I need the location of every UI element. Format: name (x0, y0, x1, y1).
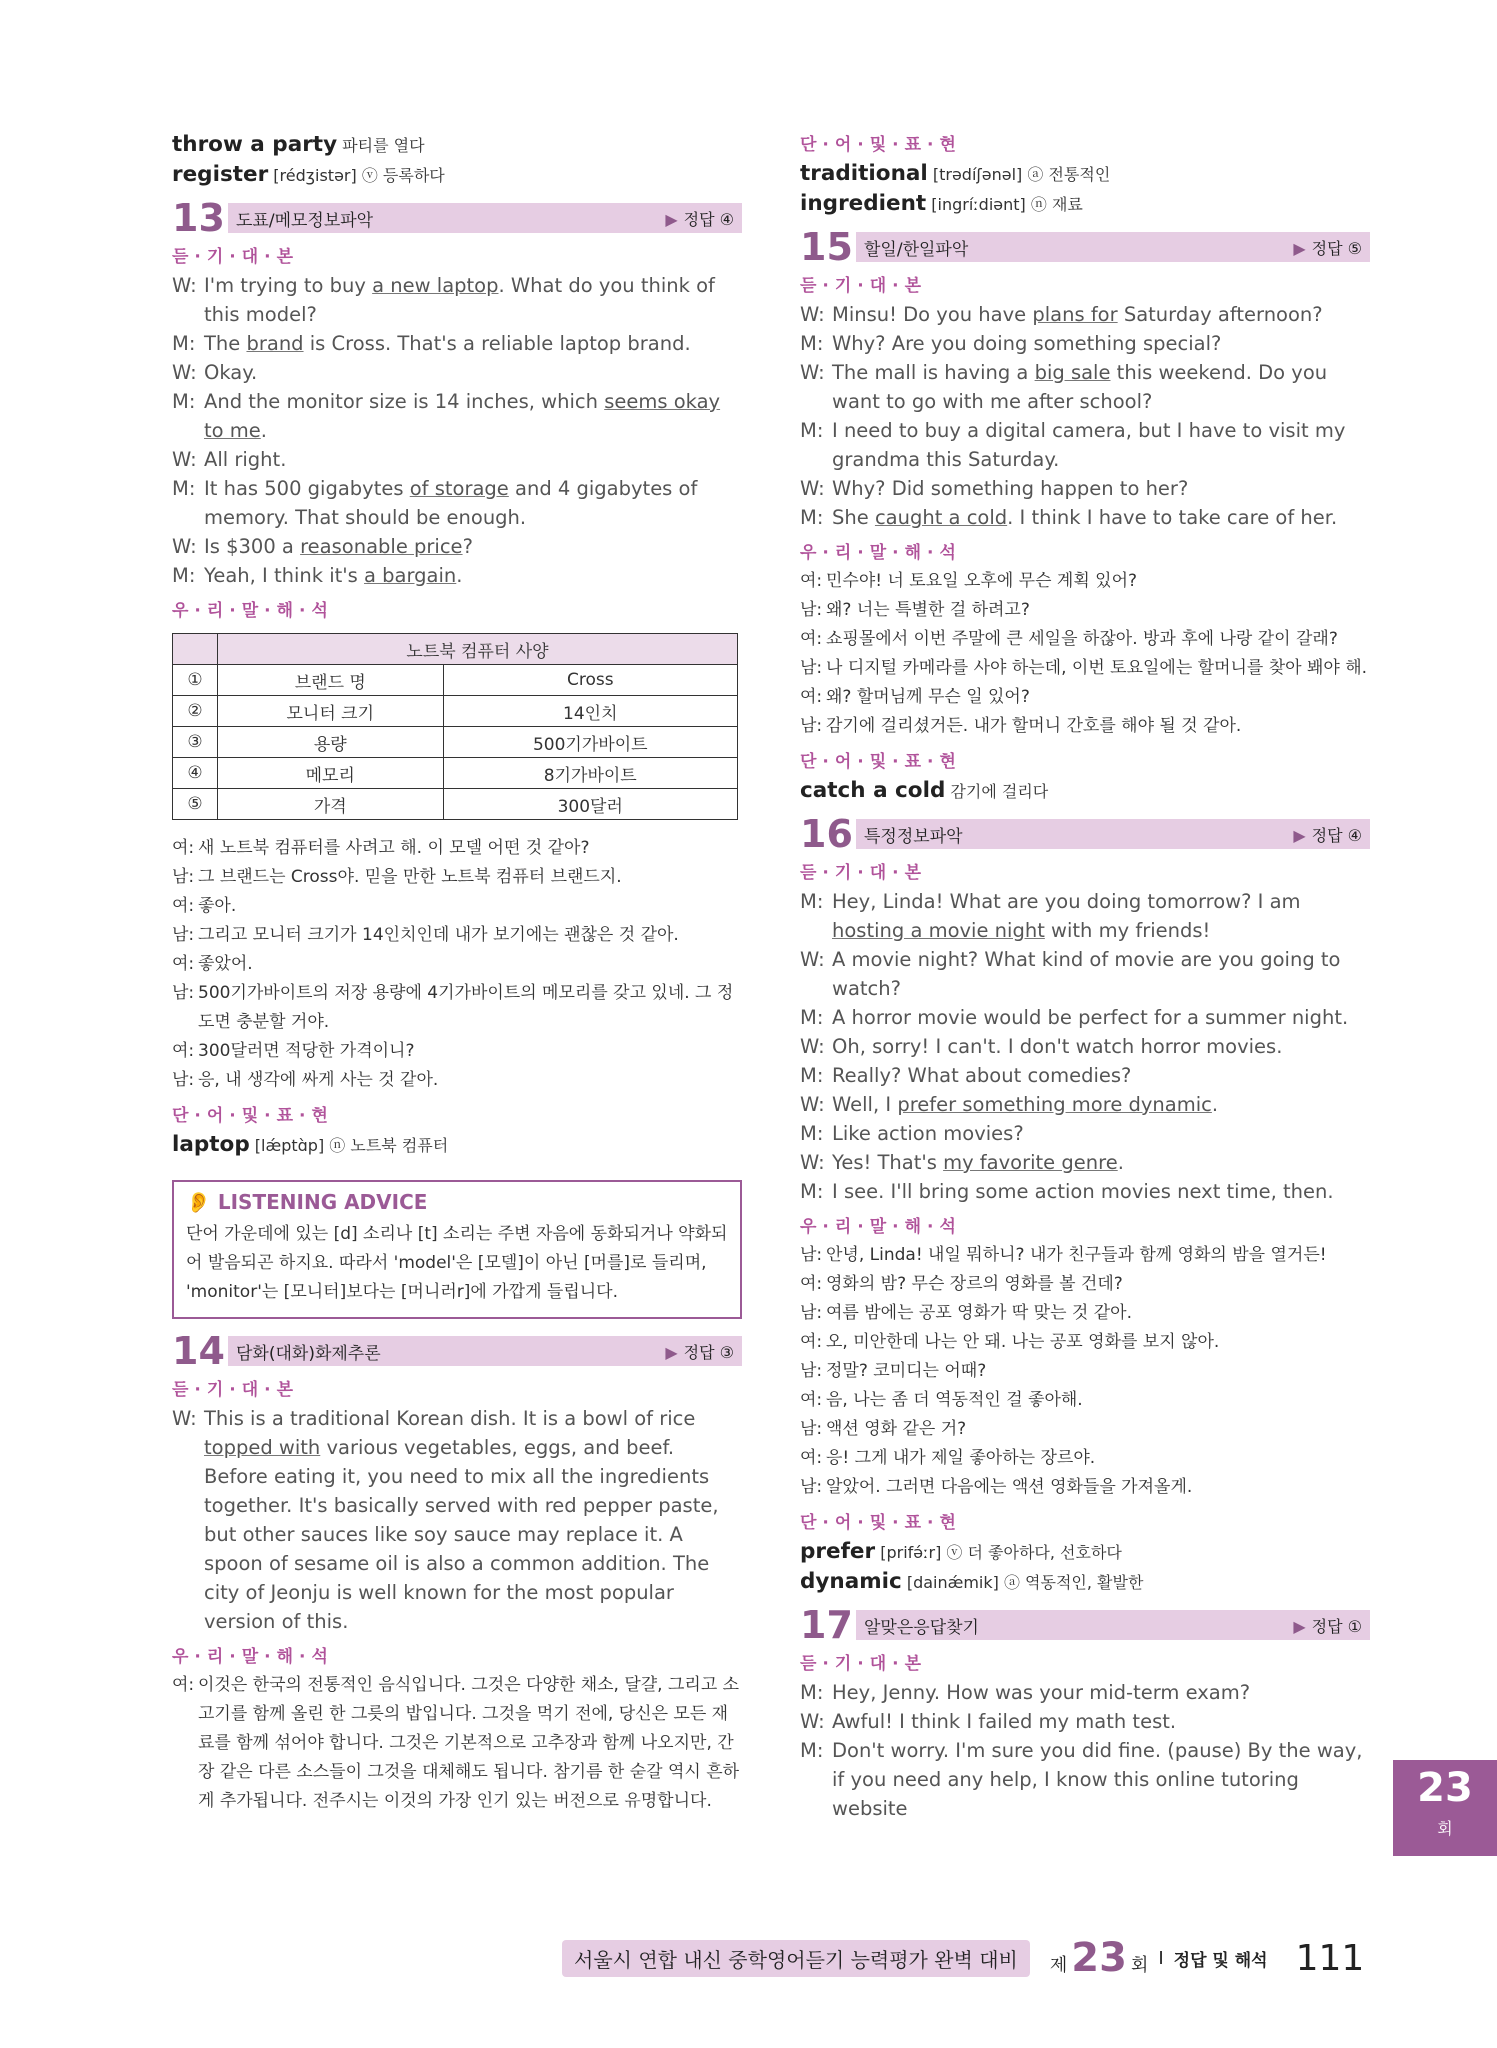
speaker-label: W: (800, 1093, 825, 1116)
right-column (800, 130, 1370, 1823)
dialog-line (172, 271, 742, 329)
section-17-dialog (800, 1678, 1370, 1823)
speaker-label: M: (800, 1006, 824, 1029)
section-13-header: 13 도표/메모정보파악 ▶ 정답 ④ (172, 200, 742, 236)
translation-line: 여: 오, 미안한데 나는 안 돼. 나는 공포 영화를 보지 않아. (800, 1332, 1220, 1352)
dialog-line (800, 416, 1370, 474)
play-triangle-icon: ▶ (665, 1342, 678, 1362)
dialog-text: Awful! I think I failed my math test. (832, 1710, 1177, 1733)
table-row: ① 브랜드 명 Cross (173, 665, 738, 696)
section-17-header: 17 알맞은응답찾기 ▶ 정답 ① (800, 1607, 1370, 1643)
vocab-line: laptop [lǽptɑ̀p] ⓝ 노트북 컴퓨터 (172, 1132, 449, 1157)
section-13-dialog (172, 271, 742, 590)
dialog-line (800, 1032, 1370, 1061)
dialog-line (172, 387, 742, 445)
speaker-label: M: (800, 1064, 824, 1087)
dialog-line (800, 1119, 1370, 1148)
dialog-text: Yeah, I think it's a bargain. (204, 564, 463, 587)
translation-line: 남: 액션 영화 같은 거? (800, 1419, 967, 1439)
vocab-line: ingredient [ingríːdiənt] ⓝ 재료 (800, 191, 1083, 216)
translation-line: 여: 영화의 밤? 무슨 장르의 영화를 볼 건데? (800, 1274, 1123, 1294)
translation-line: 남: 감기에 걸리셨거든. 내가 할머니 간호를 해야 될 것 같아. (800, 716, 1242, 736)
vocab-line: catch a cold 감기에 걸리다 (800, 778, 1049, 803)
speaker-label: M: (172, 477, 196, 500)
vocab-line: throw a party 파티를 열다 (172, 132, 425, 157)
vocab-line: traditional [trədíʃənəl] ⓐ 전통적인 (800, 161, 1111, 186)
table-row: ⑤ 가격 300달러 (173, 789, 738, 820)
speaker-label: M: (800, 419, 824, 442)
dialog-text: She caught a cold. I think I have to take care of her. (832, 506, 1338, 529)
speaker-label: W: (800, 1710, 825, 1733)
play-triangle-icon: ▶ (1293, 238, 1306, 258)
dialog-line (172, 329, 742, 358)
page-footer (562, 1935, 1364, 1981)
dialog-text: Why? Are you doing something special? (832, 332, 1222, 355)
dialog-text: Well, I prefer something more dynamic. (832, 1093, 1219, 1116)
dialog-line (800, 300, 1370, 329)
speaker-label: M: (800, 890, 824, 913)
translation-line: 여: 좋아. (172, 896, 237, 916)
translation-line: 남: 그 브랜드는 Cross야. 믿을 만한 노트북 컴퓨터 브랜드지. (172, 867, 622, 887)
translation-line: 남: 알았어. 그러면 다음에는 액션 영화들을 가져올게. (800, 1477, 1193, 1497)
dialog-text: Don't worry. I'm sure you did fine. (pause) By the way, if you need any help, I know this online tutoring website (832, 1739, 1363, 1820)
round-side-tab: 23 회 (1393, 1760, 1497, 1856)
translation-label: 우·리·말·해·석 (172, 1647, 334, 1667)
dialog-text: It has 500 gigabytes of storage and 4 gigabytes of memory. That should be enough. (204, 477, 698, 529)
dialog-text: A movie night? What kind of movie are you going to watch? (832, 948, 1341, 1000)
speaker-label: W: (800, 1151, 825, 1174)
play-triangle-icon: ▶ (1293, 825, 1306, 845)
vocab-line: dynamic [dainǽmik] ⓐ 역동적인, 활발한 (800, 1569, 1144, 1594)
dialog-line (800, 1707, 1370, 1736)
dialog-text: Hey, Linda! What are you doing tomorrow? I am hosting a movie night with my friends! (832, 890, 1301, 942)
translation-line: 남: 정말? 코미디는 어때? (800, 1361, 987, 1381)
dialog-line (172, 561, 742, 590)
listening-advice-box: 👂 LISTENING ADVICE 단어 가운데에 있는 [d] 소리나 [t] 소리는 주변 자음에 동화되거나 약화되어 발음되곤 하지요. 따라서 'model'은 [모델]이 아닌 [머를]로 들리며, 'monitor'는 [모니터]보다는 [머니러r]에 가깝게 들립니다. (172, 1180, 742, 1319)
section-14-dialog (172, 1404, 742, 1636)
translation-label: 우·리·말·해·석 (800, 1217, 962, 1237)
section-15-header: 15 할일/한일파악 ▶ 정답 ⑤ (800, 229, 1370, 265)
dialog-text: Like action movies? (832, 1122, 1024, 1145)
dialog-line (800, 887, 1370, 945)
section-15-dialog (800, 300, 1370, 532)
translation-line: 남: 왜? 너는 특별한 걸 하려고? (800, 600, 1030, 620)
left-column (172, 130, 742, 1816)
dialog-text: Yes! That's my favorite genre. (832, 1151, 1124, 1174)
speaker-label: W: (800, 361, 825, 384)
section-15-translation (800, 567, 1370, 741)
translation-line: 여: 쇼핑몰에서 이번 주말에 큰 세일을 하잖아. 방과 후에 나랑 같이 갈래? (800, 629, 1338, 649)
page-number: 111 (1295, 1937, 1365, 1979)
section-name: 정답 및 해석 (1173, 1950, 1268, 1971)
dialog-text: I'm trying to buy a new laptop. What do you think of this model? (204, 274, 715, 326)
vocab-label: 단·어·및·표·현 (800, 752, 962, 772)
dialog-line (800, 1177, 1370, 1206)
dialog-line (800, 503, 1370, 532)
translation-line: 남: 여름 밤에는 공포 영화가 딱 맞는 것 같아. (800, 1303, 1132, 1323)
footer-separator: I (1158, 1947, 1164, 1969)
section-14-header: 14 담화(대화)화제추론 ▶ 정답 ③ (172, 1333, 742, 1369)
speaker-label: W: (172, 1407, 197, 1430)
script-label: 듣·기·대·본 (172, 247, 300, 267)
translation-line: 여: 좋았어. (172, 954, 253, 974)
translation-line: 여: 왜? 할머님께 무슨 일 있어? (800, 687, 1030, 707)
vocab-label: 단·어·및·표·현 (800, 1513, 962, 1533)
vocab-line: prefer [prifə́ːr] ⓥ 더 좋아하다, 선호하다 (800, 1539, 1122, 1564)
dialog-text: This is a traditional Korean dish. It is a bowl of rice topped with various vegetables, eggs, and beef. Before eating it, you need to mix all the ingredients together. It's basically served with red pepper paste, but other sauces like soy sauce may replace it. A spoon of sesame oil is also a common addition. The city of Jeonju is well known for the most popular version of this. (204, 1407, 719, 1633)
vocab-label: 단·어·및·표·현 (800, 135, 962, 155)
dialog-text: Why? Did something happen to her? (832, 477, 1189, 500)
dialog-line (800, 329, 1370, 358)
translation-line: 여: 300달러면 적당한 가격이니? (172, 1041, 415, 1061)
speaker-label: M: (172, 390, 196, 413)
dialog-line (800, 945, 1370, 1003)
translation-line: 여: 새 노트북 컴퓨터를 사려고 해. 이 모델 어떤 것 같아? (172, 838, 590, 858)
section-16-dialog (800, 887, 1370, 1206)
translation-line: 남: 나 디지털 카메라를 사야 하는데, 이번 토요일에는 할머니를 찾아 봬야 해. (800, 658, 1368, 678)
speaker-label: W: (172, 535, 197, 558)
laptop-spec-table: 노트북 컴퓨터 사양 ① 브랜드 명 Cross ② 모니터 크기 14인치 ③ 용량 500기가바이트 ④ 메모리 8기가바이트 ⑤ 가격 300달러 (172, 633, 738, 820)
table-row: ② 모니터 크기 14인치 (173, 696, 738, 727)
script-label: 듣·기·대·본 (800, 1654, 928, 1674)
dialog-line (172, 358, 742, 387)
speaker-label: W: (800, 948, 825, 971)
dialog-text: I see. I'll bring some action movies next time, then. (832, 1180, 1334, 1203)
translation-line: 남: 응, 내 생각에 싸게 사는 것 같아. (172, 1070, 439, 1090)
vocab-label: 단·어·및·표·현 (172, 1106, 334, 1126)
translation-line: 남: 그리고 모니터 크기가 14인치인데 내가 보기에는 괜찮은 것 같아. (172, 925, 679, 945)
speaker-label: W: (800, 303, 825, 326)
dialog-text: The mall is having a big sale this weekend. Do you want to go with me after school? (832, 361, 1328, 413)
speaker-label: M: (172, 564, 196, 587)
dialog-text: Is $300 a reasonable price? (204, 535, 473, 558)
speaker-label: M: (800, 1739, 824, 1762)
dialog-line (172, 1404, 742, 1636)
section-16-translation (800, 1241, 1370, 1502)
translation-line: 여: 응! 그게 내가 제일 좋아하는 장르야. (800, 1448, 1096, 1468)
script-label: 듣·기·대·본 (172, 1380, 300, 1400)
dialog-text: Really? What about comedies? (832, 1064, 1132, 1087)
section-14-translation (172, 1671, 742, 1816)
translation-label: 우·리·말·해·석 (172, 601, 334, 621)
dialog-line (800, 474, 1370, 503)
dialog-line (800, 1678, 1370, 1707)
dialog-line (800, 1148, 1370, 1177)
section-13-translation (172, 834, 742, 1095)
table-row: ③ 용량 500기가바이트 (173, 727, 738, 758)
section-16-header: 16 특정정보파악 ▶ 정답 ④ (800, 816, 1370, 852)
dialog-text: A horror movie would be perfect for a summer night. (832, 1006, 1349, 1029)
dialog-line (800, 1736, 1370, 1823)
speaker-label: W: (172, 448, 197, 471)
translation-line: 여: 민수야! 너 토요일 오후에 무슨 계획 있어? (800, 571, 1138, 591)
dialog-text: Oh, sorry! I can't. I don't watch horror movies. (832, 1035, 1283, 1058)
script-label: 듣·기·대·본 (800, 276, 928, 296)
translation-label: 우·리·말·해·석 (800, 543, 962, 563)
speaker-label: M: (800, 1180, 824, 1203)
play-triangle-icon: ▶ (665, 209, 678, 229)
table-row: ④ 메모리 8기가바이트 (173, 758, 738, 789)
dialog-line (172, 474, 742, 532)
dialog-text: Minsu! Do you have plans for Saturday afternoon? (832, 303, 1323, 326)
dialog-text: And the monitor size is 14 inches, which seems okay to me. (204, 390, 721, 442)
speaker-label: W: (172, 361, 197, 384)
translation-line: 남: 안녕, Linda! 내일 뭐하니? 내가 친구들과 함께 영화의 밤을 열거든! (800, 1245, 1327, 1265)
book-title-badge: 서울시 연합 내신 중학영어듣기 능력평가 완벽 대비 (562, 1940, 1030, 1977)
dialog-line (172, 532, 742, 561)
dialog-text: Okay. (204, 361, 258, 384)
dialog-text: Hey, Jenny. How was your mid-term exam? (832, 1681, 1251, 1704)
dialog-text: I need to buy a digital camera, but I have to visit my grandma this Saturday. (832, 419, 1346, 471)
translation-line: 여: 이것은 한국의 전통적인 음식입니다. 그것은 다양한 채소, 달걀, 그리고 소고기를 함께 올린 한 그릇의 밥입니다. 그것을 먹기 전에, 당신은 모든 재료를 함께 섞어야 합니다. 그것은 기본적으로 고추장과 함께 나오지만, 간장 같은 다른 소스들이 그것을 대체해도 됩니다. 참기름 한 숟갈 역시 흔하게 추가됩니다. 전주시는 이것의 가장 인기 있는 버전으로 유명합니다. (172, 1675, 740, 1811)
script-label: 듣·기·대·본 (800, 863, 928, 883)
play-triangle-icon: ▶ (1293, 1616, 1306, 1636)
translation-line: 남: 500기가바이트의 저장 용량에 4기가바이트의 메모리를 갖고 있네. 그 정도면 충분할 거야. (172, 983, 734, 1032)
vocab-line: register [rédʒistər] ⓥ 등록하다 (172, 162, 445, 187)
round-label: 제 23 회 (1049, 1935, 1149, 1981)
speaker-label: M: (800, 506, 824, 529)
speaker-label: M: (800, 1122, 824, 1145)
dialog-line (800, 1061, 1370, 1090)
speaker-label: W: (800, 1035, 825, 1058)
speaker-label: M: (800, 1681, 824, 1704)
dialog-line (800, 1090, 1370, 1119)
translation-line: 여: 음, 나는 좀 더 역동적인 걸 좋아해. (800, 1390, 1083, 1410)
dialog-line (800, 1003, 1370, 1032)
ear-icon: 👂 (186, 1190, 218, 1214)
speaker-label: M: (172, 332, 196, 355)
dialog-text: The brand is Cross. That's a reliable laptop brand. (204, 332, 691, 355)
speaker-label: W: (800, 477, 825, 500)
speaker-label: W: (172, 274, 197, 297)
dialog-text: All right. (204, 448, 287, 471)
speaker-label: M: (800, 332, 824, 355)
dialog-line (800, 358, 1370, 416)
dialog-line (172, 445, 742, 474)
